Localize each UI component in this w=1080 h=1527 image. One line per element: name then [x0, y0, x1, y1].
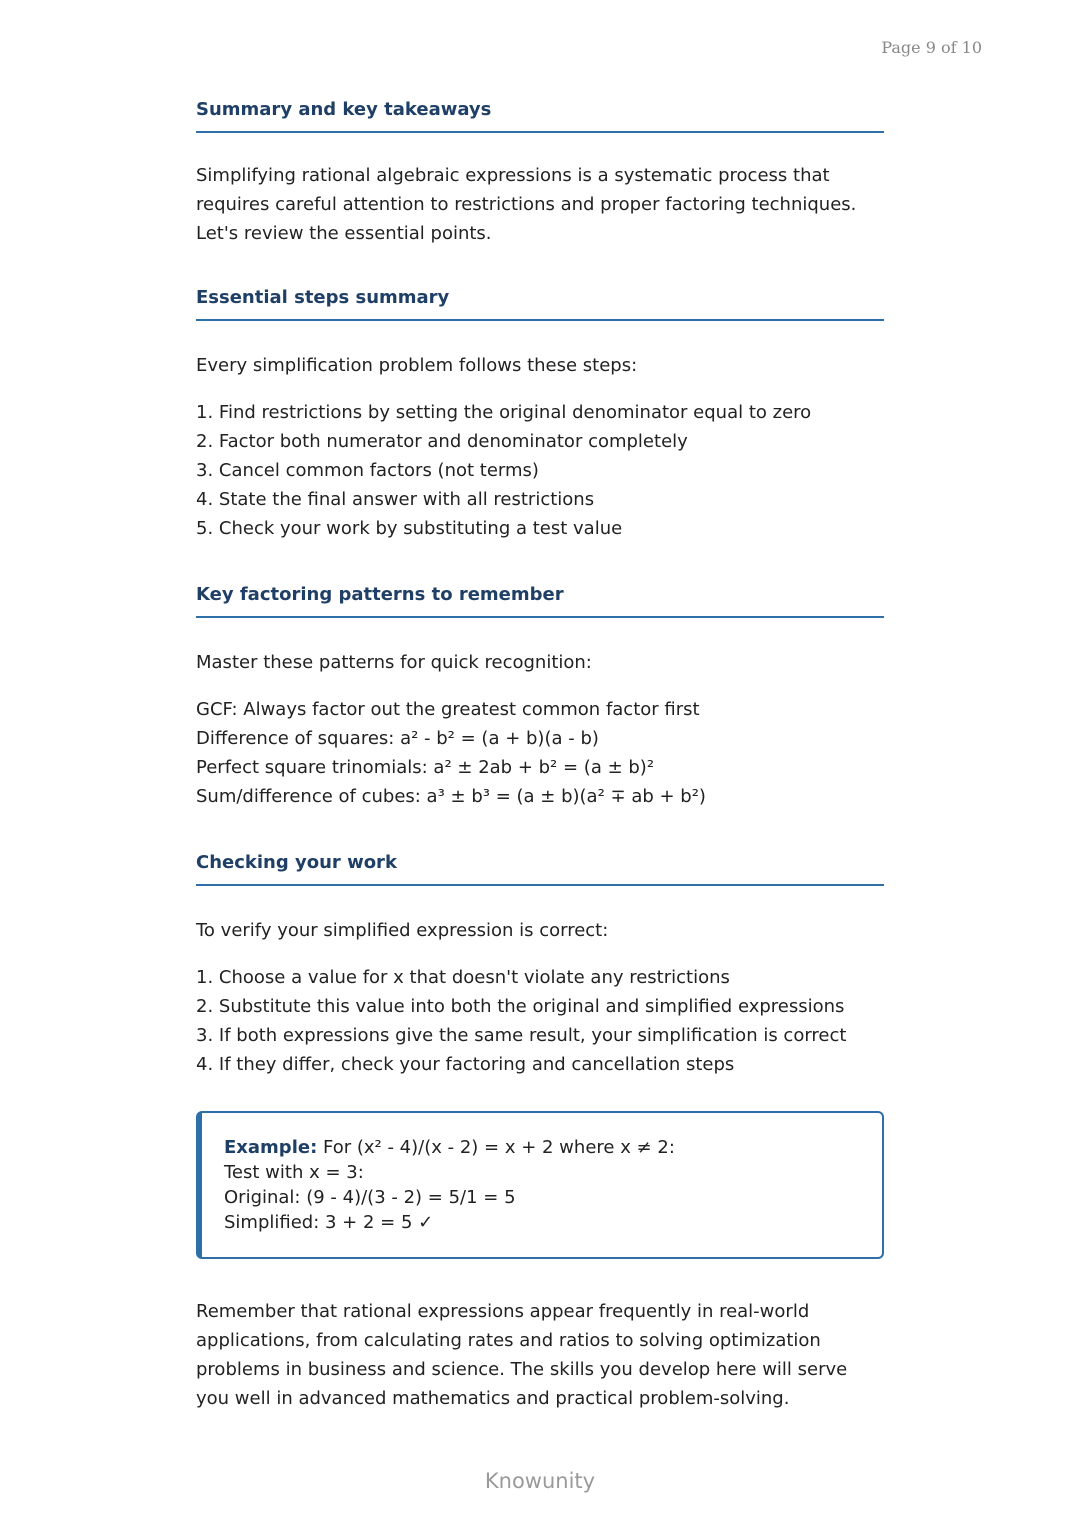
list-item: Perfect square trinomials: a² ± 2ab + b² = (a ± b)²	[196, 757, 655, 778]
example-callout	[196, 1111, 884, 1259]
list-item: GCF: Always factor out the greatest common factor first	[196, 699, 700, 720]
closing-paragraph: Remember that rational expressions appear frequently in real-world applications, from calculating rates and ratios to solving optimization problems in business and science. The skills you develop here will serve you well in advanced mathematics and practical problem-solving.	[196, 1301, 848, 1409]
summary-heading: Summary and key takeaways	[196, 96, 884, 133]
list-item: 1. Choose a value for x that doesn't violate any restrictions	[196, 967, 730, 988]
list-item: Difference of squares: a² - b² = (a + b)(a - b)	[196, 728, 599, 749]
example-line: Simplified: 3 + 2 = 5 ✓	[224, 1212, 434, 1233]
checking-heading: Checking your work	[196, 849, 884, 886]
list-item: 4. State the final answer with all restrictions	[196, 489, 595, 510]
list-item: 3. If both expressions give the same result, your simplification is correct	[196, 1025, 847, 1046]
example-line: Test with x = 3:	[224, 1162, 364, 1183]
list-item: 4. If they differ, check your factoring and cancellation steps	[196, 1054, 735, 1075]
patterns-lead: Master these patterns for quick recognition:	[196, 652, 592, 673]
page-number: Page 9 of 10	[881, 38, 982, 57]
document-content	[196, 96, 884, 1413]
footer-brand: Knowunity	[484, 1469, 596, 1493]
checking-list	[196, 963, 884, 1079]
steps-heading: Essential steps summary	[196, 284, 884, 321]
steps-lead: Every simplification problem follows these steps:	[196, 355, 638, 376]
summary-paragraph: Simplifying rational algebraic expressions is a systematic process that requires careful attention to restrictions and proper factoring techniques. Let's review the essential points.	[196, 165, 857, 244]
example-line: Original: (9 - 4)/(3 - 2) = 5/1 = 5	[224, 1187, 516, 1208]
example-first-line	[224, 1135, 858, 1160]
example-label: Example:	[224, 1137, 318, 1158]
list-item: 5. Check your work by substituting a test value	[196, 518, 623, 539]
example-statement: For (x² - 4)/(x - 2) = x + 2 where x ≠ 2:	[317, 1137, 675, 1158]
list-item: Sum/difference of cubes: a³ ± b³ = (a ± b)(a² ∓ ab + b²)	[196, 786, 706, 807]
list-item: 2. Factor both numerator and denominator completely	[196, 431, 688, 452]
list-item: 3. Cancel common factors (not terms)	[196, 460, 539, 481]
patterns-heading: Key factoring patterns to remember	[196, 581, 884, 618]
list-item: 2. Substitute this value into both the original and simplified expressions	[196, 996, 845, 1017]
steps-list	[196, 398, 884, 543]
patterns-list	[196, 695, 884, 811]
list-item: 1. Find restrictions by setting the original denominator equal to zero	[196, 402, 812, 423]
checking-lead: To verify your simplified expression is correct:	[196, 920, 609, 941]
